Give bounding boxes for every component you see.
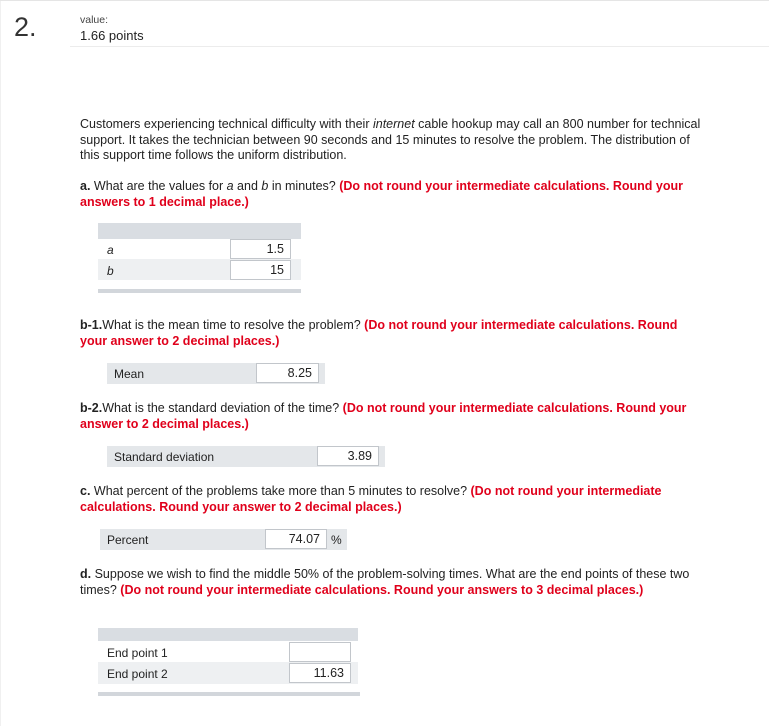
input-end-point-1[interactable]: [289, 642, 351, 662]
value-label: value:: [80, 14, 109, 26]
part-d-instruction: (Do not round your intermediate calculations. Round your answers to 3 decimal places.): [120, 582, 644, 597]
part-b1-prompt: b-1.What is the mean time to resolve the problem? (Do not round your intermediate calculations. Round your answer to 2 decimal places.): [80, 318, 678, 348]
row-label-std-dev: Standard deviation: [114, 450, 215, 464]
part-b1-instruction: (Do not round your intermediate calculations. Round your answer to 2 decimal places.): [80, 318, 678, 348]
part-c-label: c.: [80, 484, 91, 498]
input-b[interactable]: 15: [230, 260, 291, 280]
italic-term: internet: [372, 117, 415, 131]
part-c-instruction: (Do not round your intermediate calculations. Round your answer to 2 decimal places.): [80, 484, 662, 514]
percent-unit: %: [331, 533, 342, 547]
part-b2-instruction: (Do not round your intermediate calculations. Round your answer to 2 decimal places.): [80, 401, 687, 431]
part-a-instruction: (Do not round your intermediate calculations. Round your answers to 1 decimal place.): [80, 179, 683, 209]
input-mean[interactable]: 8.25: [256, 363, 319, 383]
part-a-label: a.: [80, 179, 91, 193]
points-value: 1.66 points: [80, 28, 144, 43]
question-intro: Customers experiencing technical difficulty with their internet cable hookup may call an 800 number for technical support. It takes the technician between 90 seconds and 15 minutes to resolve the problem. The distribution of this support time follows the uniform distribution.: [80, 117, 701, 162]
part-a-prompt: a. What are the values for a and b in minutes? (Do not round your intermediate calculations. Round your answers to 1 decimal place.): [80, 179, 683, 209]
row-label-end-point-1: End point 1: [107, 646, 168, 660]
input-percent[interactable]: 74.07: [265, 529, 327, 549]
part-d-prompt: d. Suppose we wish to find the middle 50% of the problem-solving times. What are the end points of these two times? (Do not round your intermediate calculations. Round your answers to 3 decimal places.): [80, 567, 690, 597]
part-b2-label: b-2.: [80, 401, 103, 415]
row-label-mean: Mean: [114, 367, 145, 381]
row-label-b: b: [107, 264, 114, 278]
input-std-dev[interactable]: 3.89: [317, 446, 379, 466]
input-a[interactable]: 1.5: [230, 239, 291, 259]
part-b2-prompt: b-2.What is the standard deviation of the time? (Do not round your intermediate calculations. Round your answer to 2 decimal places.): [80, 401, 687, 431]
question-number: 2.: [14, 12, 37, 42]
row-label-a: a: [107, 243, 114, 257]
part-b1-label: b-1.: [80, 318, 103, 332]
part-d-label: d.: [80, 567, 92, 581]
part-c-prompt: c. What percent of the problems take more than 5 minutes to resolve? (Do not round your intermediate calculations. Round your answer to 2 decimal places.): [80, 484, 662, 514]
row-label-percent: Percent: [107, 533, 149, 547]
input-end-point-2[interactable]: 11.63: [289, 663, 351, 683]
row-label-end-point-2: End point 2: [107, 667, 168, 681]
